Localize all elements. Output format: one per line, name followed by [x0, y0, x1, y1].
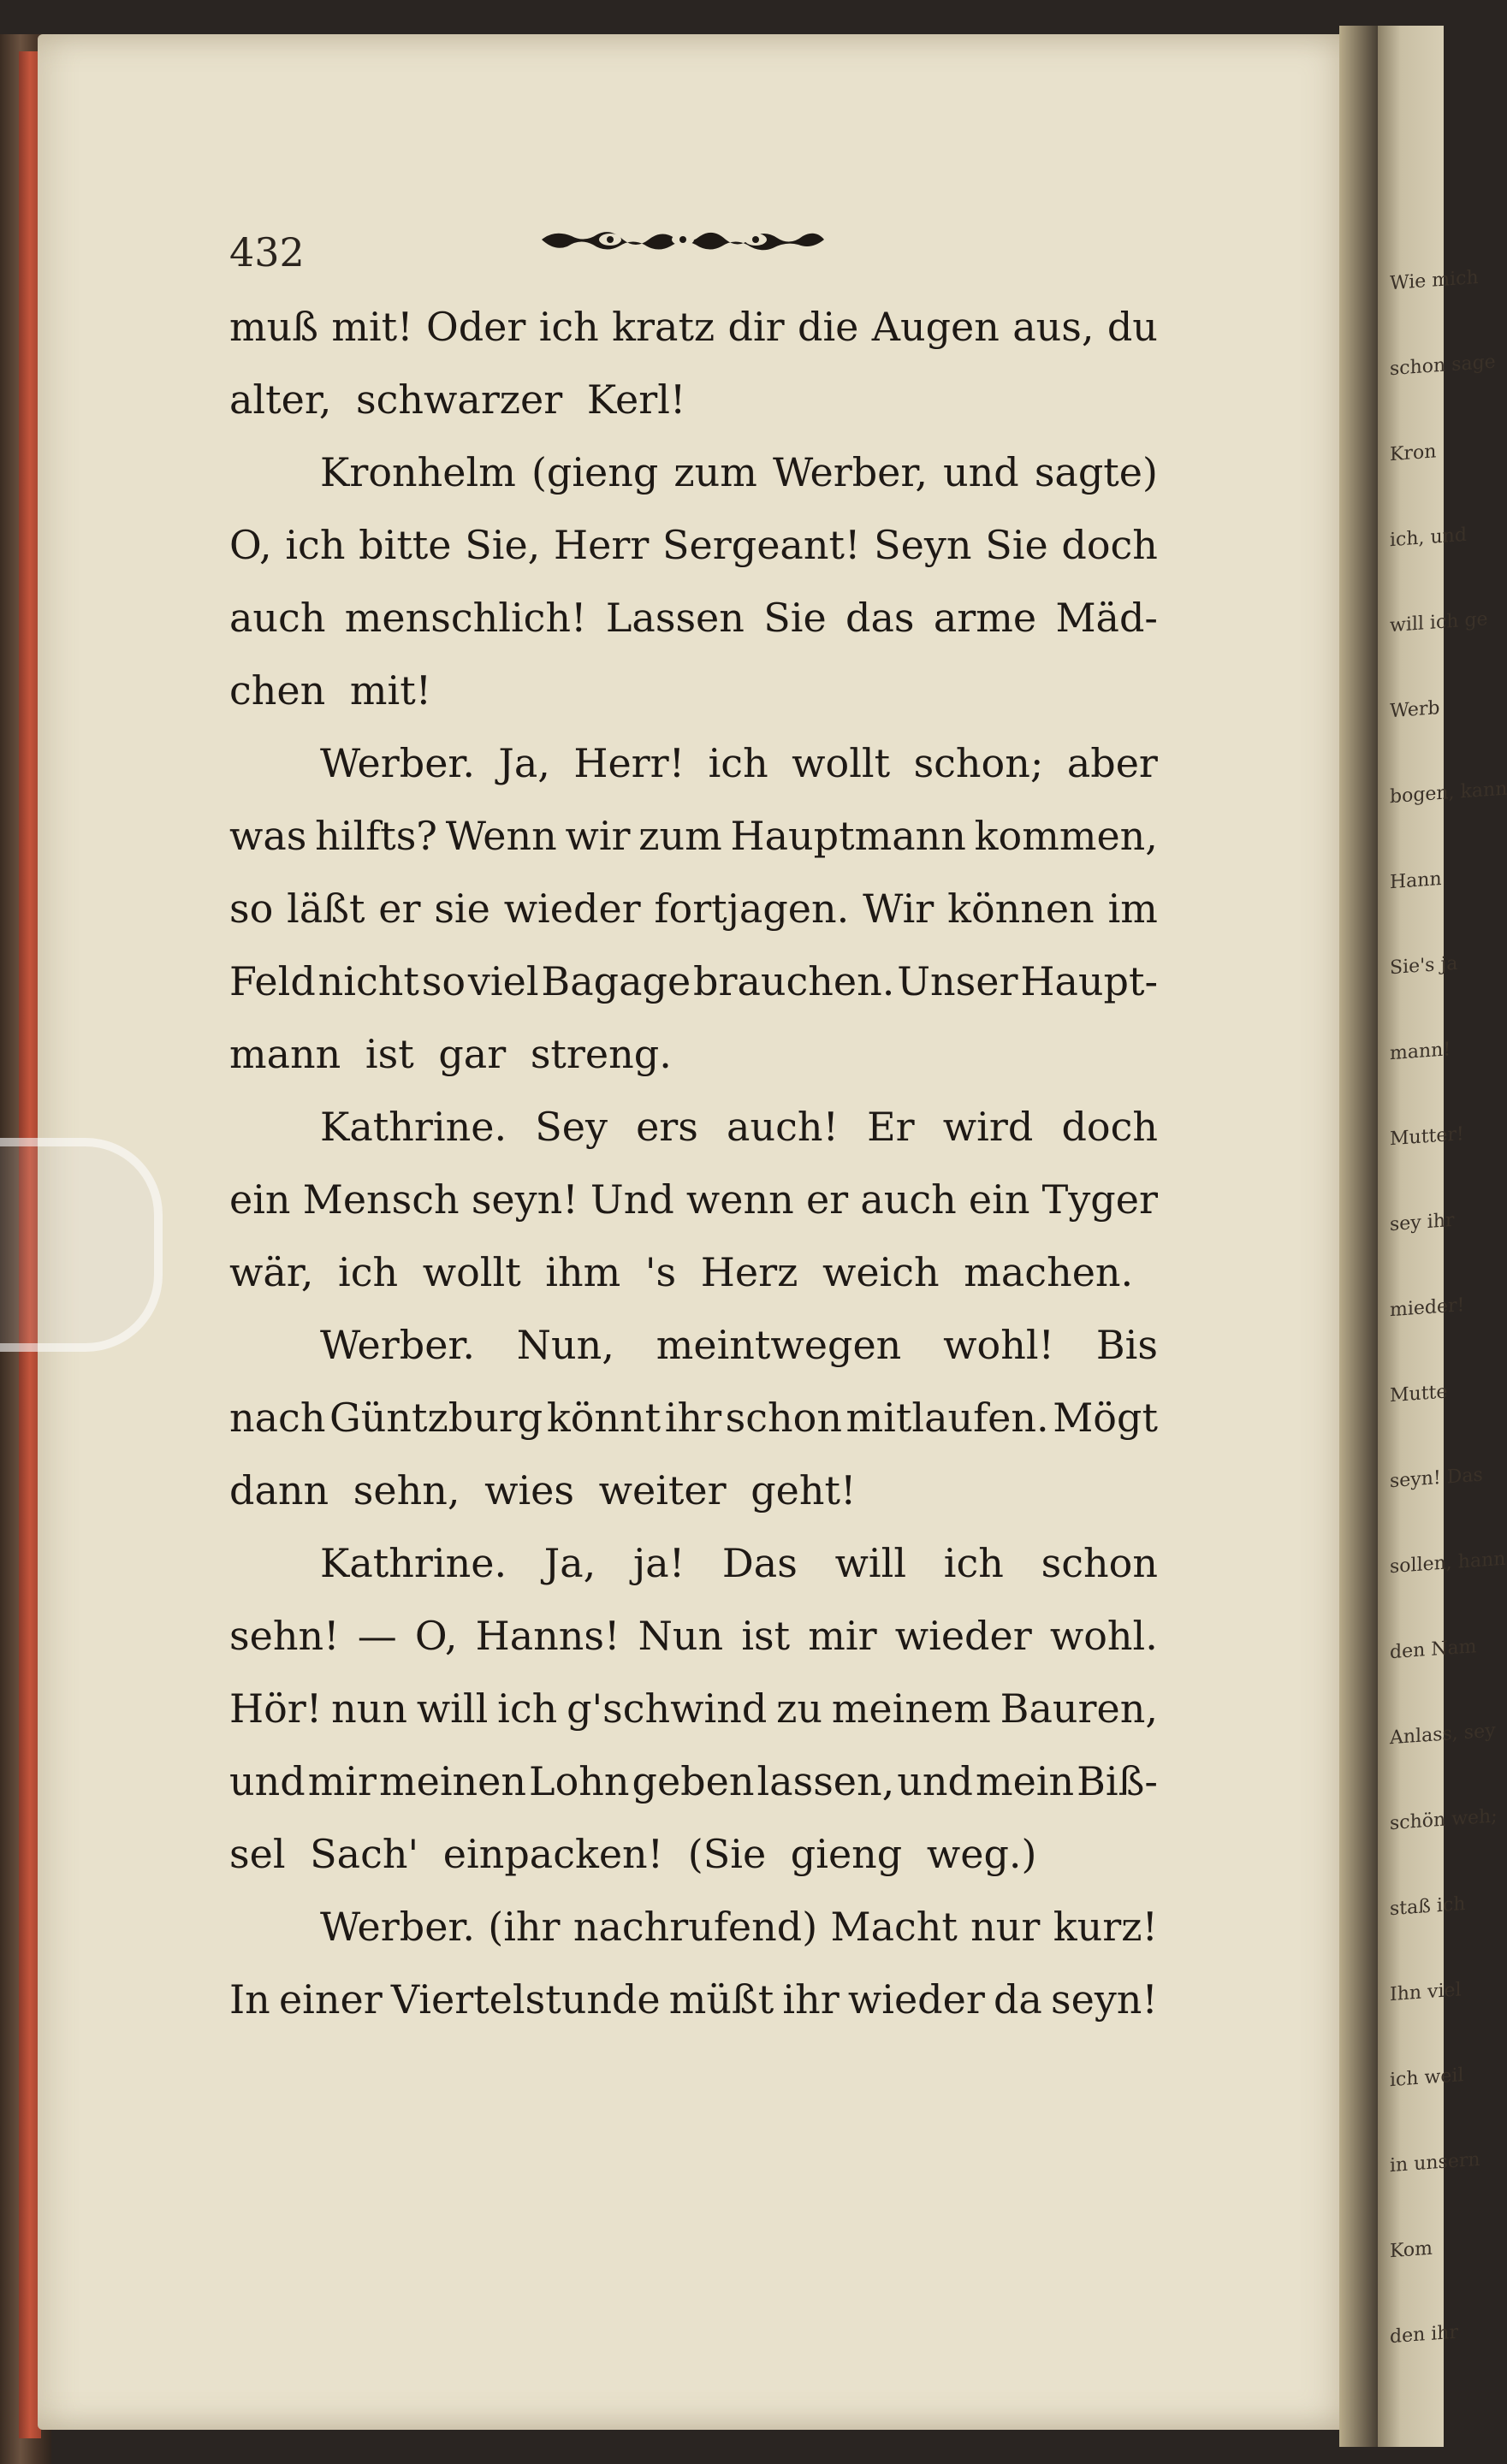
word: Seyn — [874, 522, 972, 568]
text-line — [229, 800, 1158, 873]
word: Herr! — [573, 740, 685, 786]
facing-page-fragment: mieder! — [1390, 1294, 1465, 1322]
word: läßt — [287, 886, 365, 932]
text-line — [229, 291, 1158, 364]
word: Kathrine. — [320, 1540, 507, 1586]
word: Sergeant! — [662, 522, 861, 568]
word: auch — [229, 595, 326, 641]
facing-page-fragment: bogen, kann — [1390, 778, 1507, 808]
word: wieder — [847, 1976, 985, 2023]
text-line: mann ist gar streng. — [229, 1031, 672, 1077]
word: Hör! — [229, 1685, 323, 1732]
word: Ja, — [543, 1540, 596, 1586]
word: ja! — [633, 1540, 685, 1586]
facing-page-fragment: Anlass, sey — [1390, 1720, 1496, 1750]
word: er — [805, 1176, 849, 1223]
word: wenn — [685, 1176, 794, 1223]
speaker-line — [229, 727, 1158, 800]
speaker-line — [229, 436, 1158, 509]
word: — — [357, 1613, 397, 1659]
word: Lohn — [529, 1758, 630, 1804]
word: seyn! — [471, 1176, 578, 1223]
word: Ja, — [498, 740, 550, 786]
word: so — [229, 886, 274, 932]
word: seyn! — [1050, 1976, 1158, 2023]
word: dir — [727, 304, 785, 350]
facing-page-fragment: schon sage — [1390, 351, 1496, 381]
word: wieder — [894, 1613, 1032, 1659]
facing-page-fragment: Wie mich — [1390, 266, 1479, 295]
word: Wenn — [445, 813, 557, 859]
word: Biß- — [1077, 1758, 1158, 1804]
word: können — [947, 886, 1095, 932]
word: will — [416, 1685, 489, 1732]
word: Bauren, — [1000, 1685, 1158, 1732]
word: müßt — [668, 1976, 774, 2023]
word: In — [229, 1976, 270, 2023]
word: hilfts? — [315, 813, 437, 859]
word: Lassen — [605, 595, 745, 641]
word: ein — [229, 1176, 291, 1223]
facing-page-fragment: sey ihr — [1390, 1209, 1455, 1236]
word: mein — [975, 1758, 1075, 1804]
word: lassen, — [756, 1758, 895, 1804]
word: kurz! — [1053, 1904, 1158, 1950]
facing-page-fragment: den Nam — [1390, 1636, 1477, 1664]
facing-page-fragment: ich weil — [1390, 2064, 1464, 2092]
text-line — [229, 1164, 1158, 1236]
word: Sey — [535, 1104, 608, 1150]
facing-page-fragment: will ich ge — [1390, 608, 1488, 637]
facing-page-fragment: Mutte — [1390, 1381, 1448, 1407]
word: kratz — [612, 304, 715, 350]
facing-page-fragment: Hann — [1390, 868, 1442, 894]
word: aber — [1066, 740, 1158, 786]
word: was — [229, 813, 307, 859]
facing-page-fragment: in unsern — [1390, 2148, 1480, 2177]
word: Werber. — [320, 1904, 475, 1950]
word: Macht — [830, 1904, 958, 1950]
word: g'schwind — [567, 1685, 768, 1732]
word: Das — [721, 1540, 798, 1586]
text-line — [229, 1382, 1158, 1454]
word: Mensch — [302, 1176, 460, 1223]
word: mir — [307, 1758, 377, 1804]
word: bitte — [359, 522, 452, 568]
word: Bagage — [541, 958, 691, 1004]
word: fortjagen. — [654, 886, 850, 932]
text-line — [229, 945, 1158, 1018]
word: könnt — [546, 1395, 662, 1441]
word: im — [1107, 886, 1158, 932]
page-number: 432 — [229, 229, 305, 275]
word: Werber, — [772, 449, 928, 495]
word: sehn! — [229, 1613, 340, 1659]
word: Augen — [871, 304, 1000, 350]
word: Bis — [1095, 1322, 1158, 1368]
facing-page-fragment: Kom — [1390, 2237, 1433, 2263]
word: nun — [331, 1685, 407, 1732]
word: doch — [1061, 1104, 1158, 1150]
word: zu — [776, 1685, 822, 1732]
word: schon — [725, 1395, 842, 1441]
word: meinem — [831, 1685, 991, 1732]
word: mir — [808, 1613, 877, 1659]
word: doch — [1061, 522, 1158, 568]
word: Sie, — [465, 522, 541, 568]
word: Viertelstunde — [390, 1976, 661, 2023]
word: auch — [860, 1176, 957, 1223]
text-line: alter, schwarzer Kerl! — [229, 376, 686, 423]
word: sagte) — [1034, 449, 1158, 495]
page-clip — [0, 1138, 163, 1352]
word: Güntzburg — [329, 1395, 543, 1441]
word: schon; — [913, 740, 1044, 786]
text-line: chen mit! — [229, 667, 432, 714]
header-ornament-icon — [537, 224, 828, 255]
word: die — [798, 304, 859, 350]
word: Wir — [863, 886, 934, 932]
word: nur — [970, 1904, 1041, 1950]
word: ihr — [782, 1976, 840, 2023]
word: so — [421, 958, 466, 1004]
facing-page-fragment: Kron — [1390, 441, 1437, 466]
word: O, — [229, 522, 272, 568]
text-line — [229, 1745, 1158, 1818]
facing-page-fragment: ich, und — [1390, 524, 1467, 552]
word: Mäd- — [1055, 595, 1158, 641]
facing-page-fragment: mann! — [1390, 1039, 1451, 1065]
word: und — [897, 1758, 973, 1804]
speaker-line — [229, 1091, 1158, 1164]
word: (ihr — [488, 1904, 561, 1950]
text-line — [229, 1673, 1158, 1745]
word: sie — [434, 886, 490, 932]
word: Kathrine. — [320, 1104, 507, 1150]
word: wird — [942, 1104, 1034, 1150]
word: ich — [538, 304, 599, 350]
word: wollt — [792, 740, 891, 786]
word: und — [229, 1758, 306, 1804]
word: ers — [636, 1104, 698, 1150]
word: wir — [565, 813, 631, 859]
facing-page-fragment: Ihn viel — [1390, 1979, 1462, 2006]
facing-page-fragment: Mutter! — [1390, 1123, 1464, 1151]
word: nicht — [317, 958, 419, 1004]
text-line: sel Sach' einpacken! (Sie gieng weg.) — [229, 1831, 1037, 1877]
word: ich — [497, 1685, 558, 1732]
word: viel — [467, 958, 539, 1004]
word: nach — [229, 1395, 326, 1441]
speaker-line — [229, 1309, 1158, 1382]
word: Hauptmann — [730, 813, 966, 859]
word: wohl. — [1049, 1613, 1158, 1659]
word: geben — [632, 1758, 755, 1804]
word: und — [943, 449, 1019, 495]
word: wieder — [503, 886, 641, 932]
word: (gieng — [531, 449, 659, 495]
word: Unser — [897, 958, 1018, 1004]
text-line — [229, 1600, 1158, 1673]
word: Hanns! — [475, 1613, 620, 1659]
word: er — [378, 886, 421, 932]
word: Kronhelm — [320, 449, 516, 495]
word: menschlich! — [344, 595, 587, 641]
word: ein — [968, 1176, 1030, 1223]
word: Nun — [638, 1613, 724, 1659]
word: will — [834, 1540, 907, 1586]
word: meintwegen — [656, 1322, 902, 1368]
word: brauchen. — [693, 958, 895, 1004]
word: einer — [278, 1976, 383, 2023]
word: schon — [1041, 1540, 1158, 1586]
word: mit! — [331, 304, 413, 350]
text-line — [229, 1964, 1158, 2036]
facing-page-fragment: staß ich — [1390, 1893, 1466, 1921]
word: aus, — [1012, 304, 1095, 350]
word: Werber. — [320, 740, 475, 786]
text-line: wär, ich wollt ihm 's Herz weich machen. — [229, 1249, 1134, 1295]
word: du — [1107, 304, 1158, 350]
word: Tyger — [1041, 1176, 1158, 1223]
word: Haupt- — [1020, 958, 1158, 1004]
word: das — [845, 595, 915, 641]
word: meinen — [379, 1758, 527, 1804]
text-line: dann sehn, wies weiter geht! — [229, 1467, 857, 1513]
word: da — [993, 1976, 1042, 2023]
facing-page-fragment: sollen, hann — [1390, 1548, 1506, 1578]
word: Oder — [425, 304, 526, 350]
speaker-line — [229, 1891, 1158, 1964]
word: Und — [590, 1176, 674, 1223]
word: auch! — [727, 1104, 839, 1150]
book-gutter — [1339, 26, 1382, 2447]
word: ich — [708, 740, 768, 786]
word: Sie — [763, 595, 827, 641]
word: Nun, — [516, 1322, 614, 1368]
word: ist — [741, 1613, 791, 1659]
facing-page-fragment: den ihr — [1390, 2321, 1458, 2348]
speaker-line — [229, 1527, 1158, 1600]
word: wohl! — [943, 1322, 1055, 1368]
word: Sie — [985, 522, 1048, 568]
word: ich — [285, 522, 346, 568]
text-line — [229, 509, 1158, 582]
text-line — [229, 582, 1158, 654]
word: Mögt — [1053, 1395, 1158, 1441]
word: zum — [638, 813, 722, 859]
word: Herr — [554, 522, 650, 568]
facing-page-fragment: seyn! Das — [1390, 1464, 1483, 1493]
word: Feld — [229, 958, 316, 1004]
facing-page-fragment: schön weh; — [1390, 1805, 1498, 1835]
word: nachrufend) — [573, 1904, 818, 1950]
word: ihr — [664, 1395, 722, 1441]
word: ich — [943, 1540, 1004, 1586]
word: Werber. — [320, 1322, 475, 1368]
word: kommen, — [974, 813, 1158, 859]
text-line — [229, 873, 1158, 945]
facing-page-fragment: Werb — [1390, 697, 1440, 723]
word: O, — [414, 1613, 458, 1659]
word: Er — [867, 1104, 915, 1150]
page-body-text — [229, 291, 1158, 2036]
word: arme — [933, 595, 1037, 641]
word: muß — [229, 304, 318, 350]
facing-page — [1378, 26, 1507, 2447]
word: mitlaufen. — [845, 1395, 1049, 1441]
facing-page-fragment: Sie's ja — [1390, 952, 1458, 980]
word: zum — [673, 449, 757, 495]
